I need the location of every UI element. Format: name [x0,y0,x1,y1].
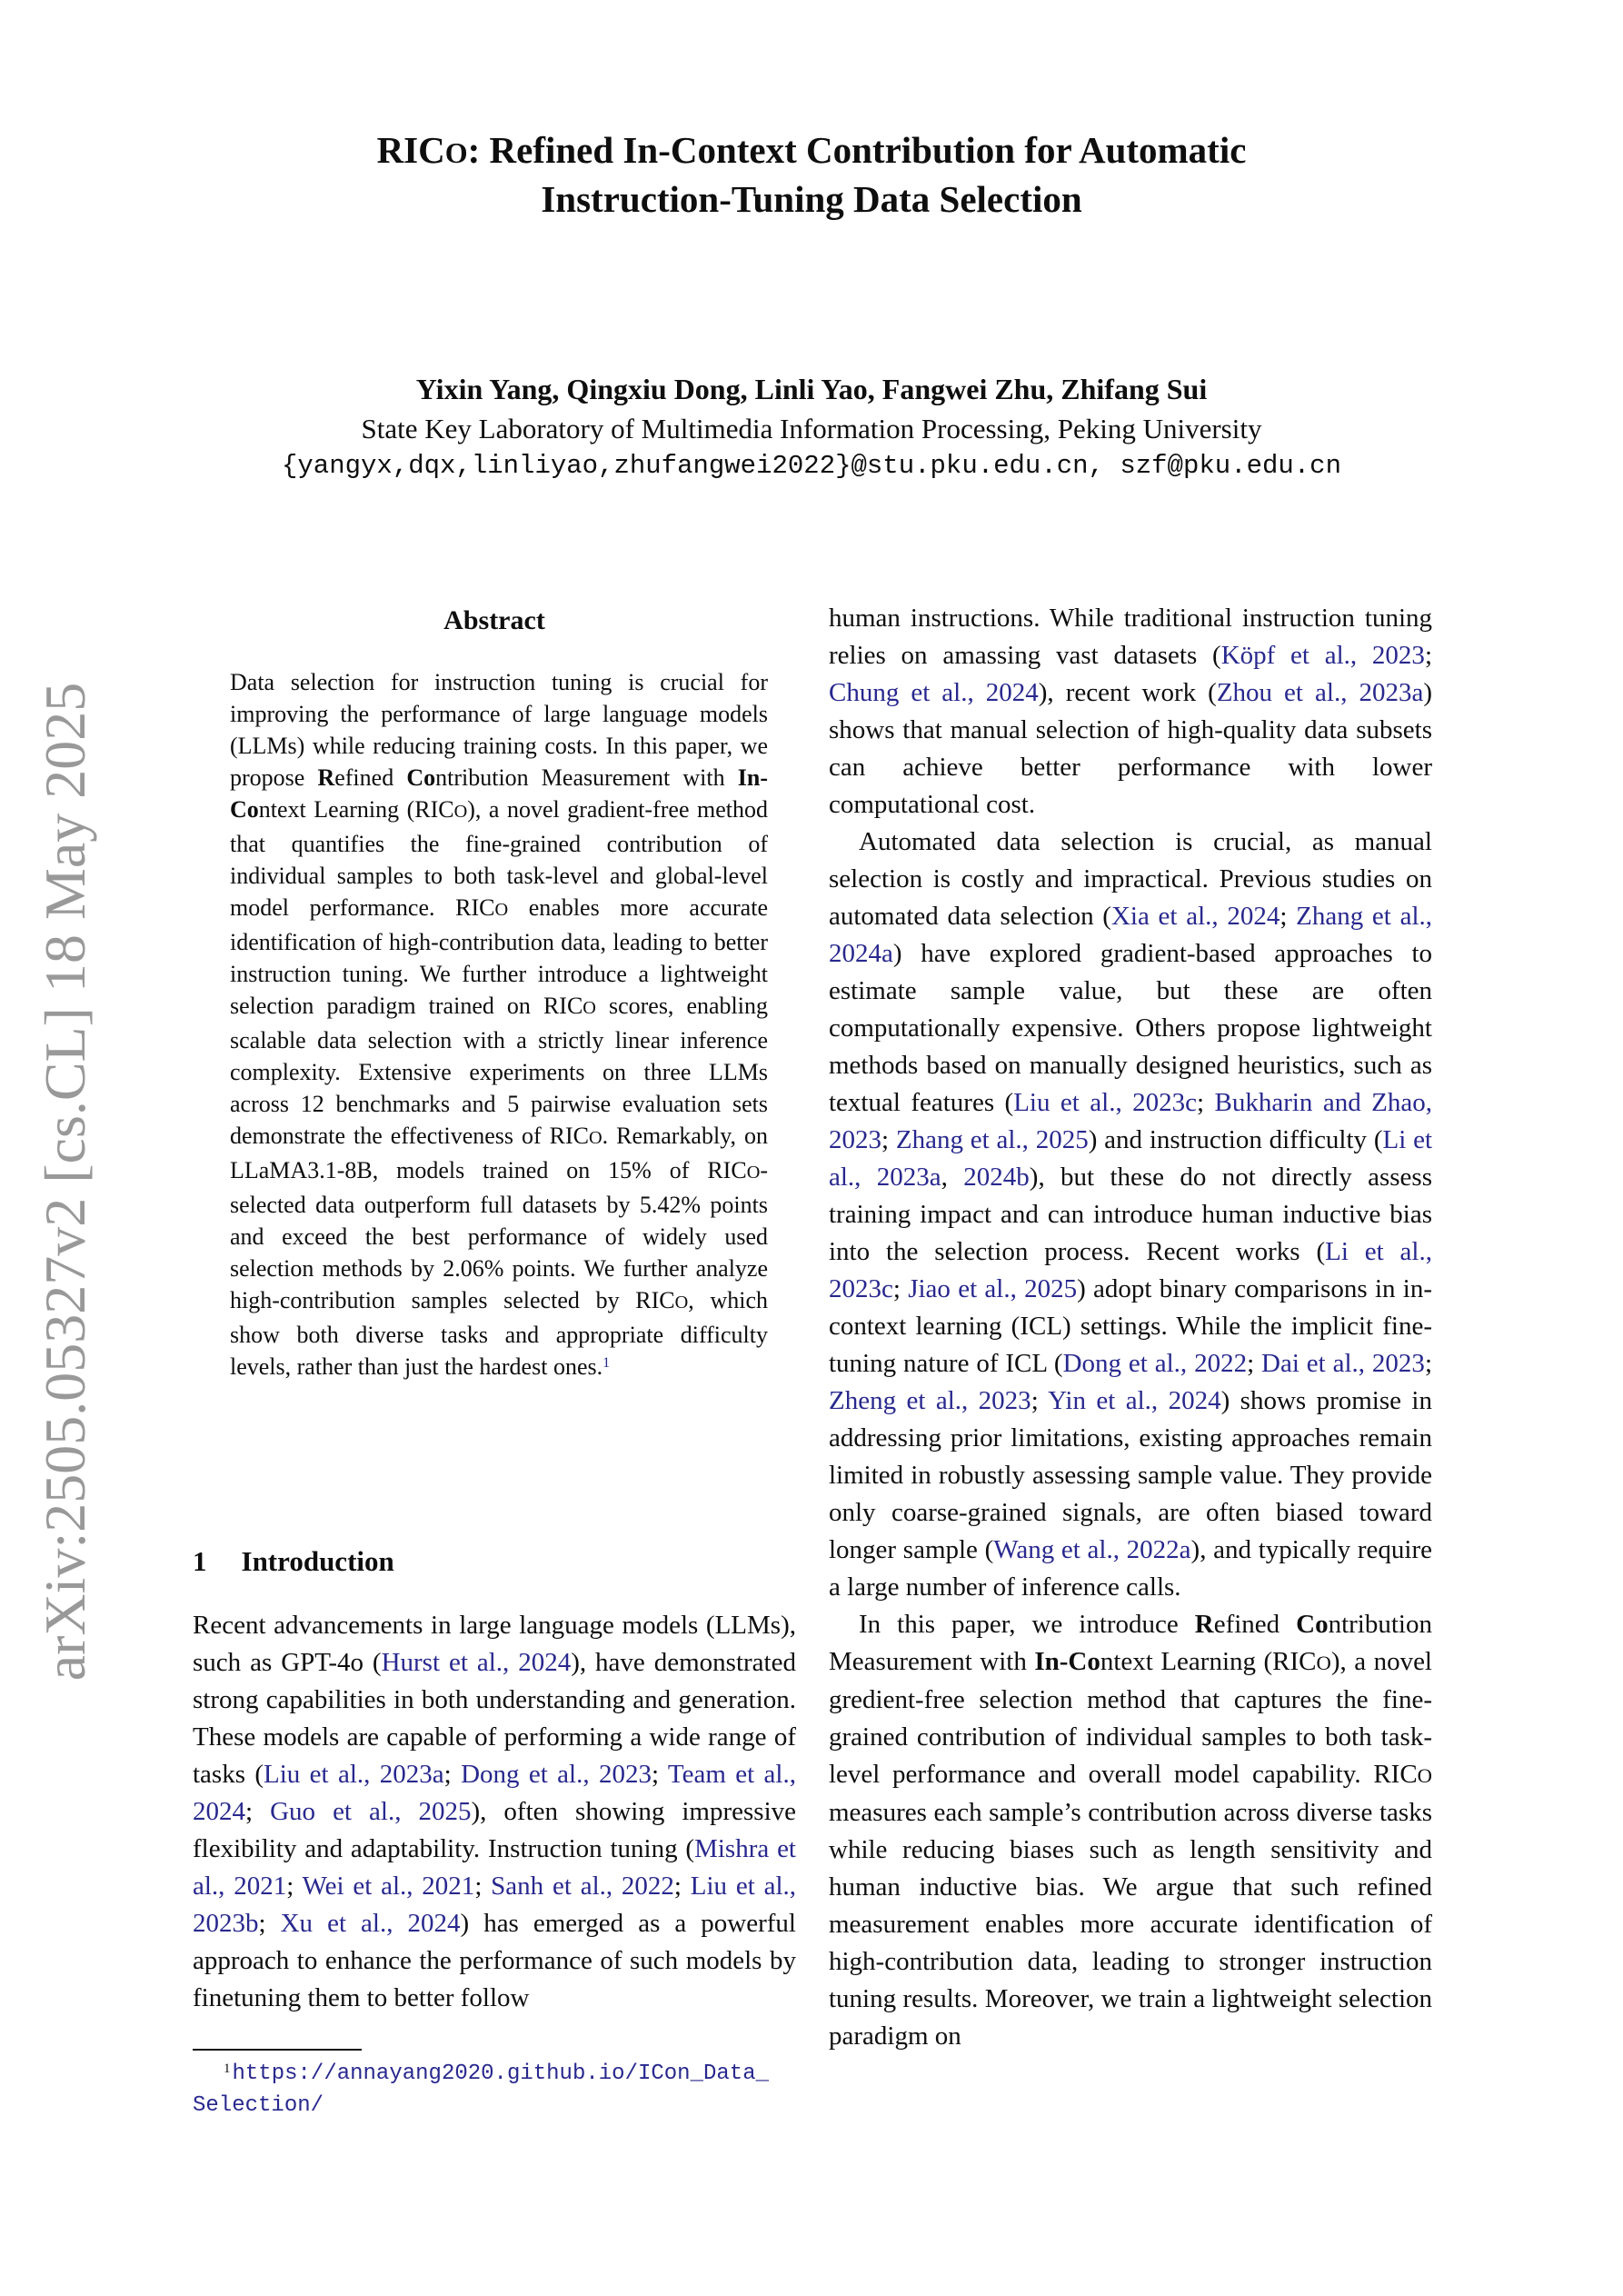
text-segment: ntext Learning ( [258,796,415,823]
right-column [829,600,1432,2055]
email-line: {yangyx,dqx,linliyao,zhufangwei2022}@stu.pku.edu.cn, szf@pku.edu.cn [282,451,1341,481]
text-segment: Automated data selection is crucial, as manual selection is costly and impractical. Previous studies on automated data selection ( [829,827,1432,931]
text-segment: O [444,137,468,169]
text-segment: ; [474,1872,492,1901]
citation-link[interactable]: Sanh et al., 2022 [491,1872,674,1901]
citation-link[interactable]: Jiao et al., 2025 [908,1274,1078,1303]
abstract-paragraph [230,666,768,1386]
citation-link[interactable]: Guo et al., 2025 [270,1797,472,1826]
section-title: Introduction [241,1545,394,1577]
citation-link[interactable]: Hurst et al., 2024 [381,1648,572,1677]
text-segment: ) and instruction difficulty ( [1088,1125,1383,1154]
paper-title-line1 [377,129,1247,171]
text-segment: O [582,998,596,1018]
citation-link[interactable]: Wei et al., 2021 [302,1872,475,1901]
text-segment: ntext Learning ( [1100,1647,1273,1676]
text-segment: RIC [707,1157,747,1183]
text-segment: ; [443,1760,462,1789]
text-segment: O [1417,1764,1432,1787]
text-segment: ; [1247,1349,1262,1378]
text-segment: ; [286,1872,303,1901]
text-segment: -selected data outperform full datasets by 5.42% points and exceed the best performance of widely used selection methods by 2.06% points. We further analyze high-contribution samples selected by [230,1157,768,1313]
citation-link[interactable]: Xu et al., 2024 [280,1909,461,1938]
text-segment: RIC [549,1123,589,1149]
citation-link[interactable]: Liu et al., 2023b [193,1872,797,1938]
footnote-marker-ref[interactable]: 1 [602,1354,611,1371]
citation-link[interactable]: Zhang et al., 2024a [829,902,1432,968]
abstract-heading: Abstract [443,605,545,635]
text-segment: O [1316,1652,1331,1674]
citation-link[interactable]: Bukharin and Zhao, 2023 [829,1088,1432,1154]
text-segment: RIC [414,796,454,823]
affiliation-line: State Key Laboratory of Multimedia Information Processing, Peking University [361,413,1262,444]
footnote-marker: 1 [224,2061,231,2077]
text-segment: RIC [1272,1647,1317,1676]
text-segment: measures each sample’s contribution across diverse tasks while reducing biases such as length sensitivity and human inductive bias. We argue that such refined measurement enables more accurate identification of high-contribution data, leading to stronger instruction tuning results. Moreover, we train a lightweight selection paradigm on [829,1798,1432,2051]
text-segment: ) have explored gradient-based approaches to estimate sample value, but these are often computationally expensive. Others propose lightweight methods based on manually designed heuristics, such as textual features ( [829,939,1432,1117]
text-segment: scores, enabling scalable data selection with a strictly linear inference complexity. Extensive experiments on three LLMs across 12 benchmarks and 5 pairwise evaluation sets demonstrate the effectiveness of [230,993,768,1149]
text-segment: ; [1197,1088,1215,1117]
text-segment: ), recent work ( [1038,678,1217,707]
text-segment: Co [406,764,436,791]
text-segment: ; [892,1274,909,1303]
text-segment: efined [334,764,407,791]
body-paragraph-2 [829,824,1432,1606]
text-segment: ), but these do not directly assess training impact and can introduce human inductive bias into the selection process. Recent works ( [829,1163,1432,1266]
text-segment: R [1194,1610,1214,1639]
text-segment: Recent advancements in large language models (LLMs), such as GPT-4o ( [193,1611,796,1677]
text-segment: . Remarkably, on LLaMA3.1-8B, models trained on 15% of [230,1123,768,1183]
text-segment: In-Co [230,764,769,823]
text-segment: human instructions. While traditional instruction tuning relies on amassing vast datasets ( [829,604,1432,670]
citation-link[interactable]: Team et al., 2024 [193,1760,796,1826]
footnote-url[interactable]: https://annayang2020.github.io/ICon_Data_ [232,2061,769,2086]
text-segment: RIC [455,894,495,921]
arxiv-watermark: arXiv:2505.05327v2 [cs.CL] 18 May 2025 [33,682,97,1682]
text-segment: enables more accurate identification of high-contribution data, leading to better instruction tuning. We further introduce a lightweight selection paradigm trained on [230,894,768,1019]
citation-link[interactable]: Wang et al., 2022a [993,1535,1191,1564]
paper-title-line2: Instruction-Tuning Data Selection [541,178,1082,220]
citation-link[interactable]: Zhang et al., 2025 [895,1125,1089,1154]
citation-link[interactable]: Xia et al., 2024 [1110,902,1280,931]
body-paragraph-1 [829,600,1432,824]
citation-link[interactable]: Dai et al., 2023 [1261,1349,1425,1378]
text-segment: O [453,802,468,822]
citation-link[interactable]: Liu et al., 2023c [1013,1088,1197,1117]
text-segment: , which show both diverse tasks and appropriate difficulty levels, rather than just the hardest ones. [230,1287,768,1380]
author-line: Yixin Yang, Qingxiu Dong, Linli Yao, Fangwei Zhu, Zhifang Sui [415,373,1208,405]
text-segment: ), a novel gradient-free method that quantifies the fine-grained contribution of individual samples to both task-level and global-level model performance. [230,796,768,921]
text-segment: ntribution Measurement with [435,764,738,791]
text-segment: Co [1296,1610,1329,1639]
section-heading-introduction [193,1545,796,1578]
text-segment: ; [1031,1386,1049,1415]
text-segment: ) shows promise in addressing prior limitations, existing approaches remain limited in robustly assessing sample value. They provide only coarse-grained signals, are often biased toward longer sample ( [829,1386,1432,1564]
text-segment: In-Co [1034,1647,1100,1676]
citation-link[interactable]: Köpf et al., 2023 [1220,641,1425,670]
text-segment: RIC [635,1287,675,1313]
footnote-url-continued[interactable]: Selection/ [193,2093,324,2118]
text-segment: efined [1213,1610,1297,1639]
citation-link[interactable]: Li et al., 2023a [829,1125,1433,1192]
citation-link[interactable]: Dong et al., 2022 [1062,1349,1248,1378]
paper-title [0,127,1623,223]
text-segment: ; [1424,1349,1432,1378]
text-segment: ), often showing impressive flexibility and adaptability. Instruction tuning ( [193,1797,796,1863]
text-segment: ; [673,1872,691,1901]
citation-link[interactable]: Zhou et al., 2023a [1216,678,1424,707]
text-segment: O [674,1293,689,1313]
text-segment: ; [881,1125,896,1154]
text-segment: ) shows that manual selection of high-quality data subsets can achieve better performance with lower computational cost. [829,678,1433,819]
intro-paragraph [193,1607,796,2017]
text-segment: : Refined In-Context Contribution for Automatic [467,129,1247,171]
text-segment: R [317,764,335,791]
citation-link[interactable]: Liu et al., 2023a [264,1760,444,1789]
text-segment: In this paper, we introduce [859,1610,1195,1639]
text-segment: ; [651,1760,668,1789]
text-segment: ) has emerged as a powerful approach to enhance the performance of such models by finetuning them to better follow [193,1909,796,2012]
text-segment: RIC [376,129,445,171]
body-paragraph-3 [829,1606,1432,2055]
footnote-rule [193,2049,362,2051]
text-segment: , [941,1163,964,1192]
citation-link[interactable]: Zheng et al., 2023 [829,1386,1031,1415]
text-segment: O [589,1128,602,1148]
citation-link[interactable]: Yin et al., 2024 [1048,1386,1221,1415]
text-segment: ; [1279,902,1297,931]
text-segment: ; [1424,641,1432,670]
citation-link[interactable]: Mishra et al., 2021 [193,1834,796,1901]
text-segment: ), and typically require a large number of inference calls. [829,1535,1432,1602]
text-segment: ), have demonstrated strong capabilities in both understanding and generation. These models are capable of performing a wide range of tasks ( [193,1648,796,1789]
citation-link[interactable]: Li et al., 2023c [829,1237,1432,1303]
text-segment: RIC [543,993,583,1019]
footnote-line [193,2058,796,2091]
text-segment: RIC [1373,1760,1418,1789]
citation-link[interactable]: Chung et al., 2024 [829,678,1039,707]
citation-link[interactable]: 2024b [963,1163,1030,1192]
footnote [193,2049,796,2121]
text-segment: ntribution Measurement with [829,1610,1432,1676]
text-segment: ; [258,1909,281,1938]
section-number: 1 [193,1545,207,1577]
text-segment: O [494,900,509,920]
text-segment: ) adopt binary comparisons in in-context learning (ICL) settings. While the implicit fine-tuning nature of ICL ( [829,1274,1433,1378]
text-segment: ; [245,1797,271,1826]
text-segment: Data selection for instruction tuning is crucial for improving the performance of large language models (LLMs) while reducing training costs. In this paper, we propose [230,669,768,791]
text-segment: O [746,1163,761,1183]
citation-link[interactable]: Dong et al., 2023 [461,1760,652,1789]
text-segment: ), a novel gredient-free selection method that captures the fine-grained contribution of individual samples to both task-level performance and overall model capability. [829,1647,1432,1789]
